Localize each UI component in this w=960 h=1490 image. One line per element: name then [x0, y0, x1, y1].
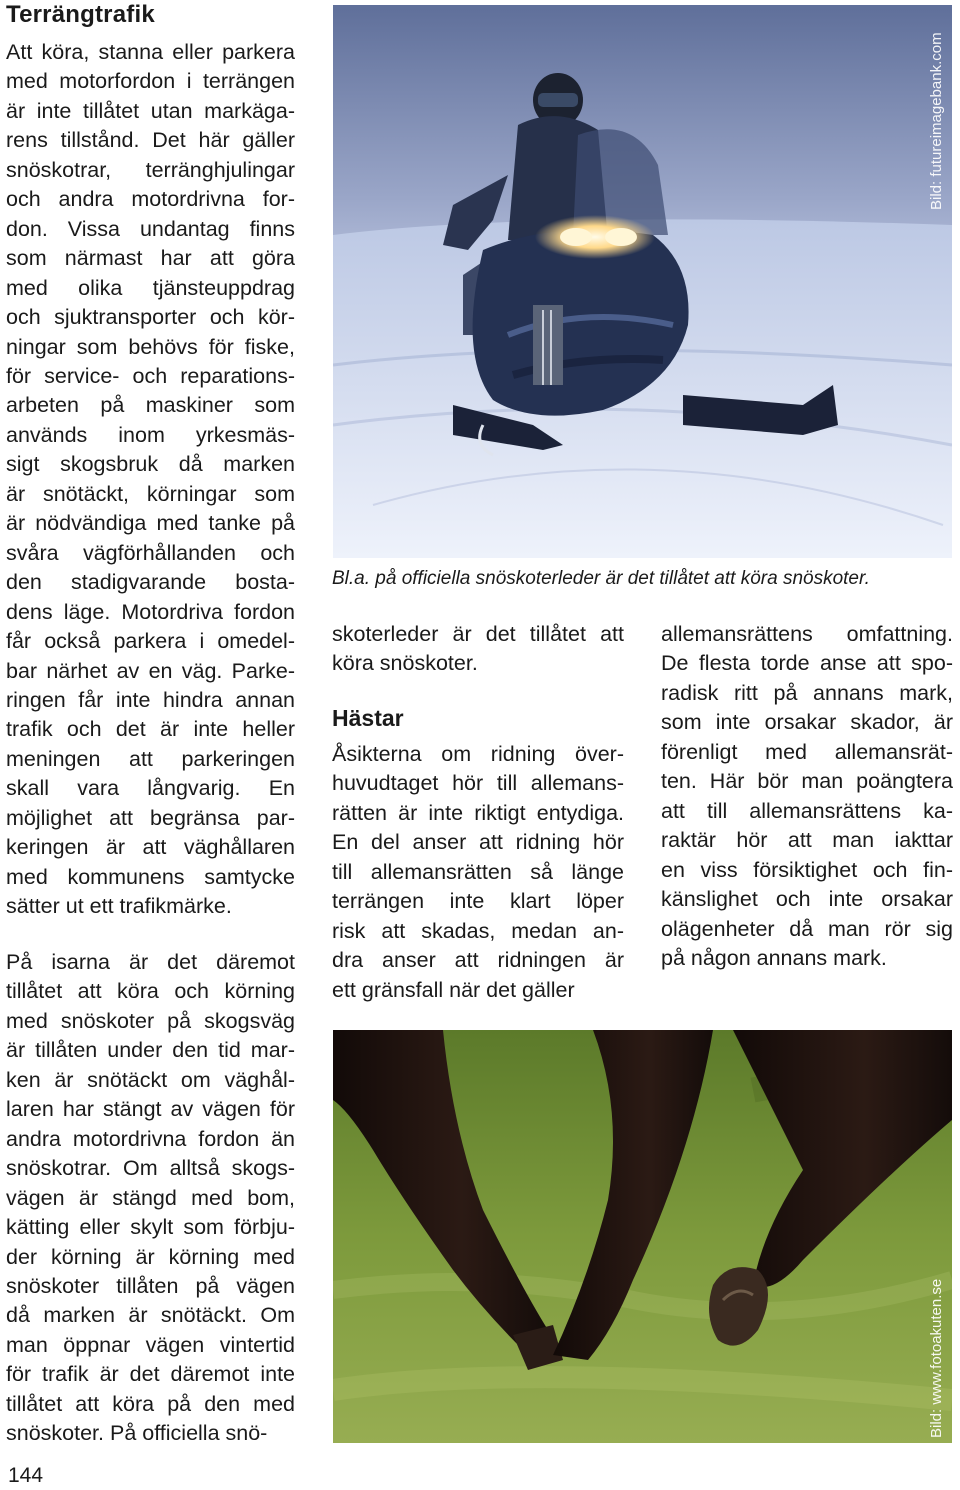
text-line: som inte orsakar skador, är	[661, 710, 953, 735]
text-line: sätter ut ett trafikmärke.	[6, 894, 232, 919]
text-line: radisk ritt på annans mark,	[661, 680, 953, 705]
text-line: dra anser att ridningen är	[332, 948, 624, 973]
text-line: skoterleder är det tillåtet att	[332, 622, 624, 646]
text-line: arbeten på maskiner som	[6, 393, 295, 418]
text-line: skall vara långvarig. En	[6, 776, 295, 801]
text-line: med kommunens samtycke	[6, 864, 295, 889]
horse-legs-photo	[333, 1030, 952, 1443]
text-line: för trafik är det däremot inte	[6, 1362, 295, 1387]
text-line: är tillåten under den tid mar-	[6, 1038, 295, 1063]
text-line: ett gränsfall när det gäller	[332, 977, 575, 1002]
text-line: rätten är inte riktigt entydiga.	[332, 800, 624, 825]
text-line: används inom yrkesmäs-	[6, 422, 295, 447]
text-line: kätting eller skylt som förbju-	[6, 1215, 295, 1240]
column3-text	[661, 620, 953, 973]
text-line: olägenheter då man rör sig	[661, 916, 953, 941]
text-line: dens läge. Motordriva fordon	[6, 599, 295, 624]
text-line: med olika tjänsteuppdrag	[6, 275, 295, 300]
text-line: bar närhet av en väg. Parke-	[6, 658, 295, 683]
text-line: till allemansrätten så länge	[332, 859, 624, 884]
column2-body-text	[332, 740, 624, 1005]
text-line: andra motordrivna fordon än	[6, 1126, 295, 1151]
horse-photo-credit: Bild: www.fotoakuten.se	[928, 1278, 945, 1438]
text-line: keringen är att väghållaren	[6, 835, 295, 860]
text-line: rens tillstånd. Det här gäller	[6, 128, 295, 153]
text-line: för service- och reparations-	[6, 363, 295, 388]
snowmobile-photo-credit: Bild: futureimagebank.com	[928, 32, 945, 210]
text-line: En del anser att ridning hör	[332, 830, 624, 855]
text-line: snöskotrar. Om alltså skogs-	[6, 1156, 295, 1181]
text-line: att till allemansrättens ka-	[661, 798, 953, 823]
text-line: sigt skogsbruk då marken	[6, 452, 295, 477]
text-line: tillåtet att köra och körning	[6, 979, 295, 1004]
text-line: ringen får inte hindra annan	[6, 687, 295, 712]
text-line: snöskotrar, terränghjulingar	[6, 157, 295, 182]
text-line: ningar som behövs för fiske,	[6, 334, 295, 359]
text-line: möjlighet att begränsa par-	[6, 805, 295, 830]
text-line: med snöskoter på skogsväg	[6, 1008, 295, 1033]
text-line: och andra motordrivna for-	[6, 187, 295, 212]
text-line: man öppnar vägen vintertid	[6, 1332, 295, 1357]
column1-text-part1	[6, 38, 295, 922]
text-line: köra snöskoter.	[332, 651, 478, 676]
text-line: den stadigvarande bosta-	[6, 570, 295, 595]
text-line: don. Vissa undantag finns	[6, 216, 295, 241]
text-line: då marken är snötäckt. Om	[6, 1303, 295, 1328]
text-line: en viss försiktighet och fin-	[661, 857, 953, 882]
text-line: De flesta torde anse att spo-	[661, 651, 953, 676]
text-line: med motorfordon i terrängen	[6, 69, 295, 94]
text-line: snöskoter. På officiella snö-	[6, 1421, 268, 1446]
text-line: på någon annans mark.	[661, 945, 887, 970]
text-line: Åsikterna om ridning över-	[332, 742, 624, 766]
text-line: och sjuktransporter och kör-	[6, 305, 295, 330]
text-line: risk att skadas, medan an-	[332, 918, 624, 943]
text-line: raktär hör att man iakttar	[661, 828, 953, 853]
text-line: är nödvändiga med tanke på	[6, 511, 295, 536]
text-line: Att köra, stanna eller parkera	[6, 40, 295, 64]
text-line: tillåtet att köra på den med	[6, 1391, 295, 1416]
text-line: meningen att parkeringen	[6, 746, 295, 771]
text-line: snöskoter tillåten på vägen	[6, 1273, 295, 1298]
text-line: På isarna är det däremot	[6, 950, 295, 974]
text-line: allemansrättens omfattning.	[661, 622, 953, 646]
snowmobile-photo	[333, 5, 952, 558]
text-line: trafik och det är inte heller	[6, 717, 295, 742]
text-line: der körning är körning med	[6, 1244, 295, 1269]
subheading-hastar: Hästar	[332, 705, 404, 731]
text-line: ken är snötäckt om väghål-	[6, 1067, 295, 1092]
text-line: är snötäckt, körningar som	[6, 481, 295, 506]
text-line: vägen är stängd med bom,	[6, 1185, 295, 1210]
text-line: huvudtaget hör till allemans-	[332, 771, 624, 796]
column1-text-part2	[6, 948, 295, 1449]
text-line: förenligt med allemansrät-	[661, 739, 953, 764]
text-line: är inte tillåtet utan markäga-	[6, 98, 295, 123]
text-line: ten. Här bör man poängtera	[661, 769, 953, 794]
column2-intro-text	[332, 620, 624, 679]
text-line: svåra vägförhållanden och	[6, 540, 295, 565]
text-line: känslighet och inte orsakar	[661, 887, 953, 912]
photo-caption: Bl.a. på officiella snöskoterleder är det tillåtet att köra snöskoter.	[332, 568, 870, 589]
text-line: som närmast har att göra	[6, 246, 295, 271]
page-number: 144	[8, 1464, 44, 1487]
text-line: får också parkera i omedel-	[6, 629, 295, 654]
section-heading: Terrängtrafik	[6, 1, 155, 28]
text-line: laren har stängt av vägen för	[6, 1097, 295, 1122]
text-line: terrängen inte klart löper	[332, 889, 624, 914]
